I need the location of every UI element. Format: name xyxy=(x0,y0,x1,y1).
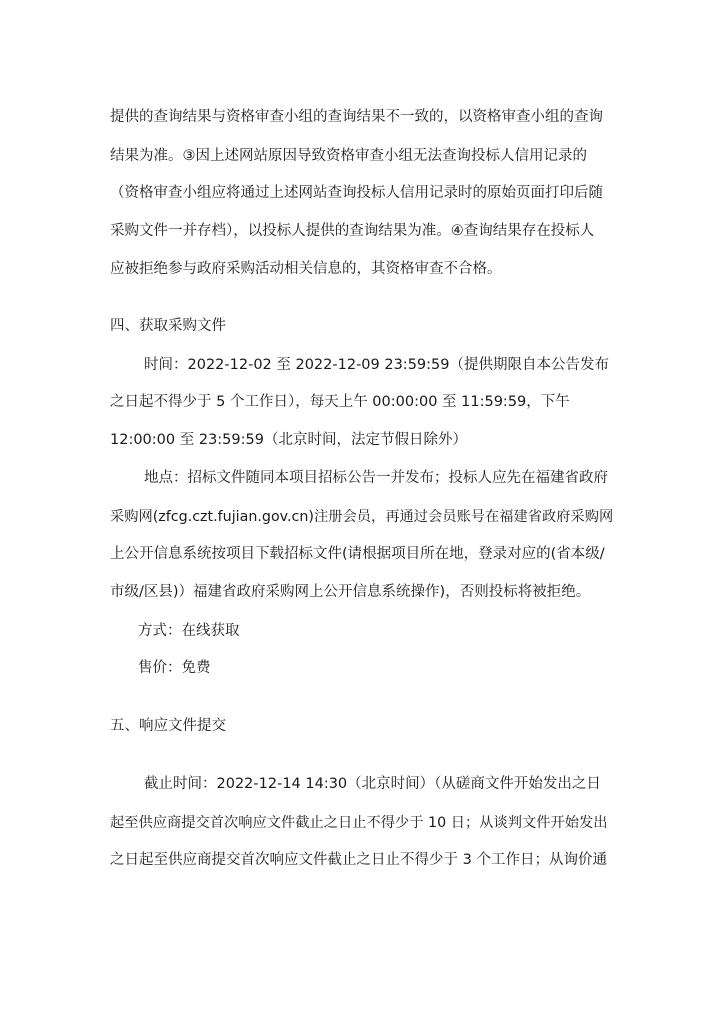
price-line: 售价：免费 xyxy=(138,660,211,676)
section-heading-submit-response: 五、响应文件提交 xyxy=(110,718,226,734)
deadline-line: 之日起至供应商提交首次响应文件截止之日止不得少于 3 个工作日；从询价通 xyxy=(110,852,607,868)
time-line: 时间：2022-12-02 至 2022-12-09 23:59:59（提供期限自本公告发布 xyxy=(144,357,609,373)
paragraph-line: 结果为准。③因上述网站原因导致资格审查小组无法查询投标人信用记录的 xyxy=(110,148,587,164)
paragraph-line: 应被拒绝参与政府采购活动相关信息的，其资格审查不合格。 xyxy=(110,261,502,277)
time-line: 12:00:00 至 23:59:59（北京时间，法定节假日除外） xyxy=(110,432,467,448)
place-line: 市级/区县)）福建省政府采购网上公开信息系统操作)，否则投标将被拒绝。 xyxy=(110,584,591,600)
time-line: 之日起不得少于 5 个工作日），每天上午 00:00:00 至 11:59:59，下午 xyxy=(110,394,570,410)
deadline-line: 起至供应商提交首次响应文件截止之日止不得少于 10 日；从谈判文件开始发出 xyxy=(110,815,608,831)
paragraph-line: 提供的查询结果与资格审查小组的查询结果不一致的，以资格审查小组的查询 xyxy=(110,109,603,125)
method-line: 方式：在线获取 xyxy=(138,623,240,639)
paragraph-line: 采购文件一并存档），以投标人提供的查询结果为准。④查询结果存在投标人 xyxy=(110,223,595,239)
paragraph-line: （资格审查小组应将通过上述网站查询投标人信用记录时的原始页面打印后随 xyxy=(110,185,603,201)
deadline-line: 截止时间：2022-12-14 14:30（北京时间）（从磋商文件开始发出之日 xyxy=(144,776,601,792)
place-line: 上公开信息系统按项目下载招标文件(请根据项目所在地，登录对应的(省本级/ xyxy=(110,546,605,562)
place-line: 地点：招标文件随同本项目招标公告一并发布；投标人应先在福建省政府 xyxy=(144,470,608,486)
place-line: 采购网(zfcg.czt.fujian.gov.cn)注册会员，再通过会员账号在福建省政府采购网 xyxy=(110,509,614,525)
section-heading-get-documents: 四、获取采购文件 xyxy=(110,318,226,334)
